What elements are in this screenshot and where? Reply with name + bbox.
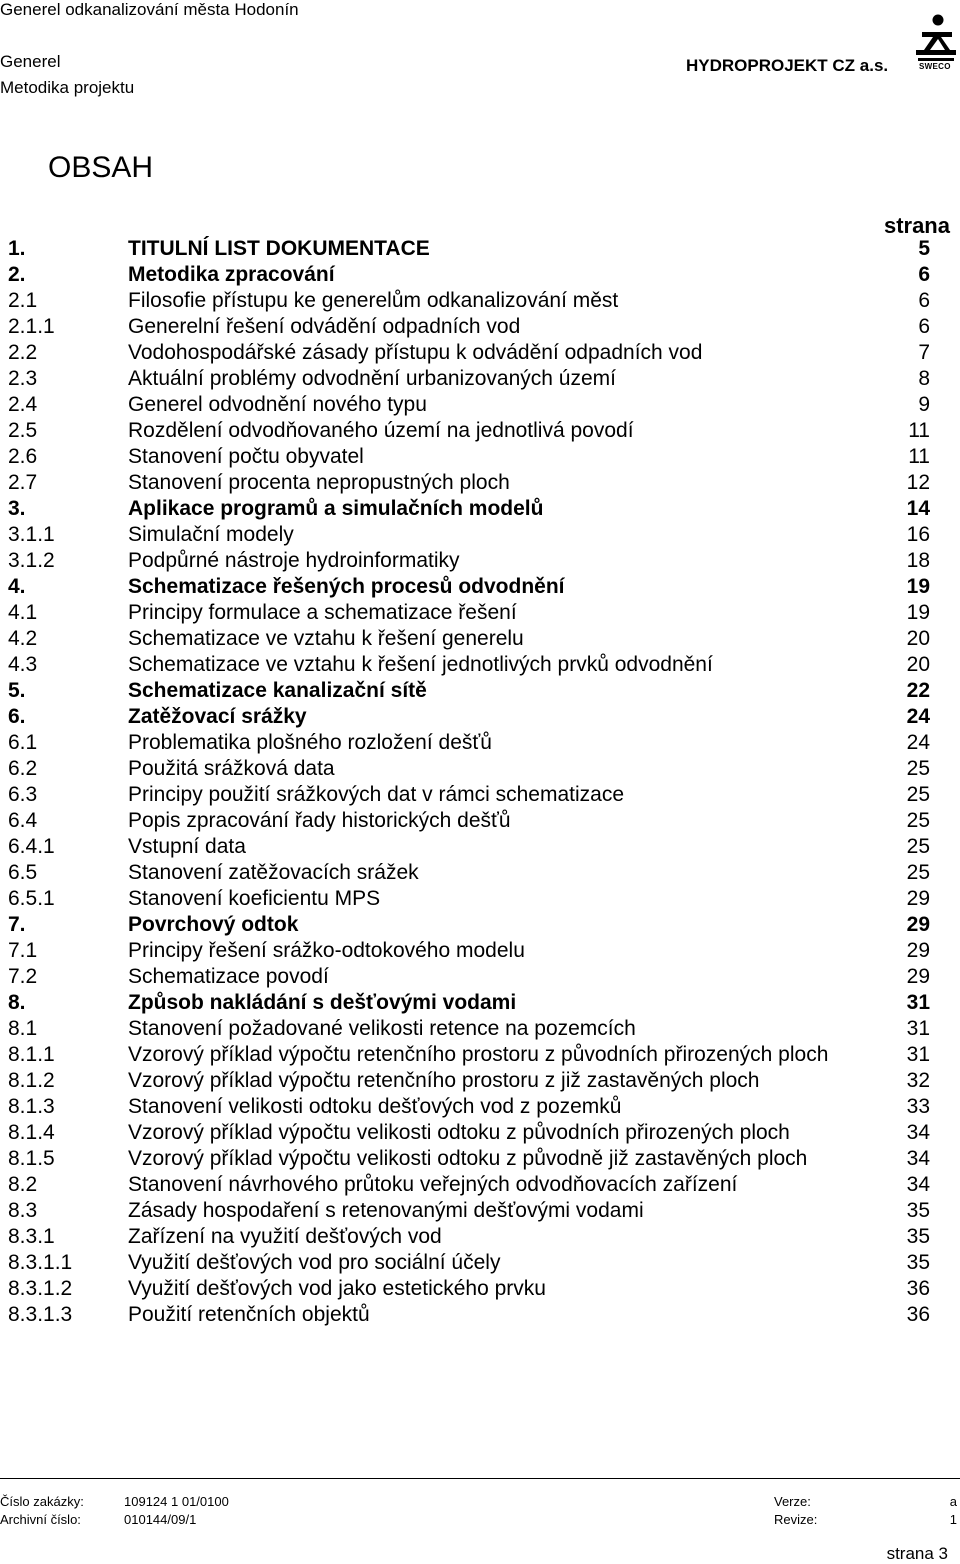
toc-entry-page: 34 xyxy=(906,1121,930,1144)
toc-entry-number: 8. xyxy=(8,991,26,1014)
archive-number-value: 010144/09/1 xyxy=(124,1512,197,1527)
toc-entry-title: Zatěžovací srážky xyxy=(128,705,307,728)
toc-entry-number: 2.3 xyxy=(8,367,38,390)
toc-entry-page: 24 xyxy=(906,731,930,754)
toc-entry-number: 7.1 xyxy=(8,939,38,962)
toc-entry-number: 6.4 xyxy=(8,809,38,832)
toc-heading: OBSAH xyxy=(48,151,154,184)
toc-entry xyxy=(8,262,950,288)
toc-entry xyxy=(8,392,950,418)
toc-entry xyxy=(8,1042,950,1068)
toc-entry-number: 2.1.1 xyxy=(8,315,55,338)
toc-entry-page: 36 xyxy=(906,1277,930,1300)
toc-entry-title: Použití retenčních objektů xyxy=(128,1303,370,1326)
toc-entry xyxy=(8,1250,950,1276)
toc-entry-number: 8.1.3 xyxy=(8,1095,55,1118)
toc-entry xyxy=(8,964,950,990)
toc-entry xyxy=(8,1016,950,1042)
toc-entry-title: Simulační modely xyxy=(128,523,294,546)
toc-entry-page: 20 xyxy=(906,627,930,650)
toc-entry-number: 7. xyxy=(8,913,26,936)
toc-entry-title: Vstupní data xyxy=(128,835,246,858)
toc-entry-page: 29 xyxy=(906,965,930,988)
toc-entry xyxy=(8,574,950,600)
toc-entry-page: 6 xyxy=(918,263,930,286)
toc-entry xyxy=(8,1224,950,1250)
toc-entry-title: Popis zpracování řady historických dešťů xyxy=(128,809,511,832)
toc-entry-title: Povrchový odtok xyxy=(128,913,299,936)
toc-entry-number: 1. xyxy=(8,237,26,260)
toc-entry-number: 2. xyxy=(8,263,26,286)
toc-entry xyxy=(8,1276,950,1302)
toc-entry-title: Stanovení procenta nepropustných ploch xyxy=(128,471,510,494)
toc-entry-page: 11 xyxy=(908,445,930,468)
toc-entry-number: 4.1 xyxy=(8,601,38,624)
toc-entry-number: 5. xyxy=(8,679,26,702)
toc-entry xyxy=(8,626,950,652)
toc-entry-number: 4. xyxy=(8,575,26,598)
toc-entry xyxy=(8,912,950,938)
toc-entry-number: 8.1 xyxy=(8,1017,38,1040)
page-number: strana 3 xyxy=(886,1544,948,1563)
toc-entry xyxy=(8,782,950,808)
toc-entry xyxy=(8,860,950,886)
company-name: HYDROPROJEKT CZ a.s. xyxy=(686,56,889,75)
toc-entry-page: 29 xyxy=(906,913,930,936)
page-column-label: strana xyxy=(883,213,950,238)
toc-entry xyxy=(8,1302,950,1328)
toc-entry-title: Stanovení návrhového průtoku veřejných odvodňovacích zařízení xyxy=(128,1173,738,1196)
toc-entry-title: Principy použití srážkových dat v rámci schematizace xyxy=(128,783,625,806)
toc-entry xyxy=(8,548,950,574)
toc-entry xyxy=(8,236,950,262)
toc-entry-number: 6.3 xyxy=(8,783,38,806)
toc-entry-title: Použitá srážková data xyxy=(128,757,335,780)
toc-entry-title: Problematika plošného rozložení dešťů xyxy=(128,731,492,754)
toc-entry-number: 8.2 xyxy=(8,1173,38,1196)
toc-entry-page: 34 xyxy=(906,1147,930,1170)
toc-entry-title: Principy formulace a schematizace řešení xyxy=(128,601,517,624)
toc-entry xyxy=(8,314,950,340)
toc-entry-page: 25 xyxy=(906,809,930,832)
toc-entry xyxy=(8,704,950,730)
toc-entry-page: 7 xyxy=(918,341,930,364)
table-of-contents xyxy=(8,236,950,1328)
toc-entry xyxy=(8,418,950,444)
toc-entry-number: 3.1.1 xyxy=(8,523,55,546)
toc-entry-title: TITULNÍ LIST DOKUMENTACE xyxy=(128,237,430,260)
toc-entry-title: Schematizace řešených procesů odvodnění xyxy=(128,575,565,598)
document-title: Generel odkanalizování města Hodonín xyxy=(0,0,299,19)
toc-entry-page: 29 xyxy=(906,887,930,910)
toc-entry-number: 7.2 xyxy=(8,965,38,988)
toc-entry-page: 35 xyxy=(906,1225,930,1248)
toc-entry xyxy=(8,652,950,678)
toc-entry-page: 32 xyxy=(906,1069,930,1092)
toc-entry xyxy=(8,730,950,756)
toc-entry-number: 3.1.2 xyxy=(8,549,55,572)
revision-value: 1 xyxy=(949,1512,957,1527)
toc-entry-title: Zařízení na využití dešťových vod xyxy=(128,1225,442,1248)
toc-entry-title: Generel odvodnění nového typu xyxy=(128,393,427,416)
order-number-label: Číslo zakázky: xyxy=(0,1494,84,1509)
toc-entry xyxy=(8,1094,950,1120)
toc-entry-page: 25 xyxy=(906,757,930,780)
toc-entry-page: 24 xyxy=(906,705,930,728)
toc-entry-page: 18 xyxy=(906,549,930,572)
archive-number-label: Archivní číslo: xyxy=(0,1512,81,1527)
header-subtitle: Generel xyxy=(0,52,61,71)
toc-entry-page: 6 xyxy=(918,289,930,312)
toc-entry xyxy=(8,288,950,314)
toc-entry-page: 25 xyxy=(906,861,930,884)
toc-entry xyxy=(8,678,950,704)
toc-entry-number: 8.3.1.3 xyxy=(8,1303,73,1326)
logo-wordmark: SWECO xyxy=(919,62,951,71)
toc-entry-title: Schematizace povodí xyxy=(128,965,329,988)
toc-entry-title: Metodika zpracování xyxy=(128,263,335,286)
toc-entry xyxy=(8,990,950,1016)
footer-divider xyxy=(0,1478,960,1479)
toc-entry-page: 31 xyxy=(906,1043,930,1066)
toc-entry-number: 2.5 xyxy=(8,419,38,442)
toc-entry-number: 2.2 xyxy=(8,341,38,364)
toc-entry-title: Stanovení koeficientu MPS xyxy=(128,887,381,910)
toc-entry-title: Zásady hospodaření s retenovanými dešťovými vodami xyxy=(128,1199,644,1222)
toc-entry-number: 8.3.1.2 xyxy=(8,1277,73,1300)
toc-entry-page: 35 xyxy=(906,1251,930,1274)
toc-entry-title: Filosofie přístupu ke generelům odkanalizování měst xyxy=(128,289,619,312)
toc-entry xyxy=(8,600,950,626)
toc-entry-number: 8.1.4 xyxy=(8,1121,55,1144)
toc-entry-title: Generelní řešení odvádění odpadních vod xyxy=(128,315,521,338)
toc-entry xyxy=(8,834,950,860)
toc-entry-page: 16 xyxy=(906,523,930,546)
toc-entry-number: 3. xyxy=(8,497,26,520)
toc-entry-page: 5 xyxy=(918,237,930,260)
toc-entry-page: 34 xyxy=(906,1173,930,1196)
toc-entry xyxy=(8,1146,950,1172)
toc-entry-title: Vzorový příklad výpočtu velikosti odtoku z původně již zastavěných ploch xyxy=(128,1147,808,1170)
toc-entry xyxy=(8,1198,950,1224)
toc-entry-title: Stanovení počtu obyvatel xyxy=(128,445,364,468)
toc-entry-title: Stanovení zatěžovacích srážek xyxy=(128,861,419,884)
toc-entry-number: 6.5 xyxy=(8,861,38,884)
toc-entry-page: 20 xyxy=(906,653,930,676)
toc-entry-number: 2.7 xyxy=(8,471,38,494)
toc-entry-number: 2.1 xyxy=(8,289,38,312)
toc-entry-page: 33 xyxy=(906,1095,930,1118)
toc-entry-page: 31 xyxy=(906,1017,930,1040)
toc-entry xyxy=(8,1120,950,1146)
toc-entry-title: Principy řešení srážko-odtokového modelu xyxy=(128,939,525,962)
header-section: Metodika projektu xyxy=(0,78,135,97)
toc-entry-number: 8.3.1 xyxy=(8,1225,55,1248)
toc-entry-number: 8.1.5 xyxy=(8,1147,55,1170)
order-number-value: 109124 1 01/0100 xyxy=(124,1494,229,1509)
toc-entry-number: 6. xyxy=(8,705,26,728)
toc-entry-number: 6.1 xyxy=(8,731,38,754)
toc-entry xyxy=(8,886,950,912)
toc-entry-title: Rozdělení odvodňovaného území na jednotlivá povodí xyxy=(128,419,634,442)
toc-entry-page: 25 xyxy=(906,783,930,806)
toc-entry-page: 25 xyxy=(906,835,930,858)
toc-entry-title: Stanovení velikosti odtoku dešťových vod z pozemků xyxy=(128,1095,622,1118)
toc-entry-title: Schematizace ve vztahu k řešení generelu xyxy=(128,627,524,650)
toc-entry xyxy=(8,340,950,366)
toc-entry xyxy=(8,522,950,548)
toc-entry-page: 6 xyxy=(918,315,930,338)
toc-entry-number: 4.3 xyxy=(8,653,38,676)
toc-entry-title: Využití dešťových vod jako estetického prvku xyxy=(128,1277,546,1300)
toc-entry-page: 22 xyxy=(906,679,930,702)
toc-entry-number: 8.3.1.1 xyxy=(8,1251,73,1274)
toc-entry xyxy=(8,444,950,470)
toc-entry-title: Schematizace ve vztahu k řešení jednotlivých prvků odvodnění xyxy=(128,653,713,676)
toc-entry-page: 11 xyxy=(908,419,930,442)
toc-entry-page: 8 xyxy=(918,367,930,390)
toc-entry-page: 19 xyxy=(906,575,930,598)
toc-entry xyxy=(8,938,950,964)
toc-entry-page: 9 xyxy=(918,393,930,416)
toc-entry-title: Schematizace kanalizační sítě xyxy=(128,679,427,702)
toc-entry-title: Aplikace programů a simulačních modelů xyxy=(128,497,544,520)
toc-entry xyxy=(8,496,950,522)
toc-entry xyxy=(8,756,950,782)
toc-entry-number: 6.5.1 xyxy=(8,887,55,910)
toc-entry xyxy=(8,470,950,496)
toc-entry-title: Podpůrné nástroje hydroinformatiky xyxy=(128,549,460,572)
toc-entry-page: 14 xyxy=(906,497,930,520)
toc-entry-page: 31 xyxy=(906,991,930,1014)
toc-entry-number: 8.1.2 xyxy=(8,1069,55,1092)
toc-entry-title: Vzorový příklad výpočtu retenčního prostoru z již zastavěných ploch xyxy=(128,1069,760,1092)
toc-entry-title: Využití dešťových vod pro sociální účely xyxy=(128,1251,501,1274)
toc-entry-title: Vzorový příklad výpočtu retenčního prostoru z původních přirozených ploch xyxy=(128,1043,829,1066)
toc-entry-number: 6.2 xyxy=(8,757,38,780)
toc-entry xyxy=(8,366,950,392)
version-value: a xyxy=(949,1494,957,1509)
toc-entry-title: Stanovení požadované velikosti retence na pozemcích xyxy=(128,1017,636,1040)
toc-entry-page: 35 xyxy=(906,1199,930,1222)
toc-entry-page: 36 xyxy=(906,1303,930,1326)
toc-entry-number: 2.6 xyxy=(8,445,38,468)
toc-entry-title: Vodohospodářské zásady přístupu k odvádění odpadních vod xyxy=(128,341,703,364)
toc-entry xyxy=(8,1172,950,1198)
toc-entry-number: 8.3 xyxy=(8,1199,38,1222)
toc-entry-number: 2.4 xyxy=(8,393,38,416)
toc-entry-number: 6.4.1 xyxy=(8,835,55,858)
version-label: Verze: xyxy=(774,1494,811,1509)
toc-entry-number: 4.2 xyxy=(8,627,38,650)
toc-entry-title: Způsob nakládání s dešťovými vodami xyxy=(128,991,517,1014)
toc-entry-page: 12 xyxy=(906,471,930,494)
toc-entry-page: 29 xyxy=(906,939,930,962)
toc-entry-number: 8.1.1 xyxy=(8,1043,55,1066)
toc-entry-title: Vzorový příklad výpočtu velikosti odtoku z původních přirozených ploch xyxy=(128,1121,790,1144)
toc-entry xyxy=(8,808,950,834)
toc-entry xyxy=(8,1068,950,1094)
toc-entry-page: 19 xyxy=(906,601,930,624)
revision-label: Revize: xyxy=(774,1512,818,1527)
toc-entry-title: Aktuální problémy odvodnění urbanizovaných území xyxy=(128,367,616,390)
